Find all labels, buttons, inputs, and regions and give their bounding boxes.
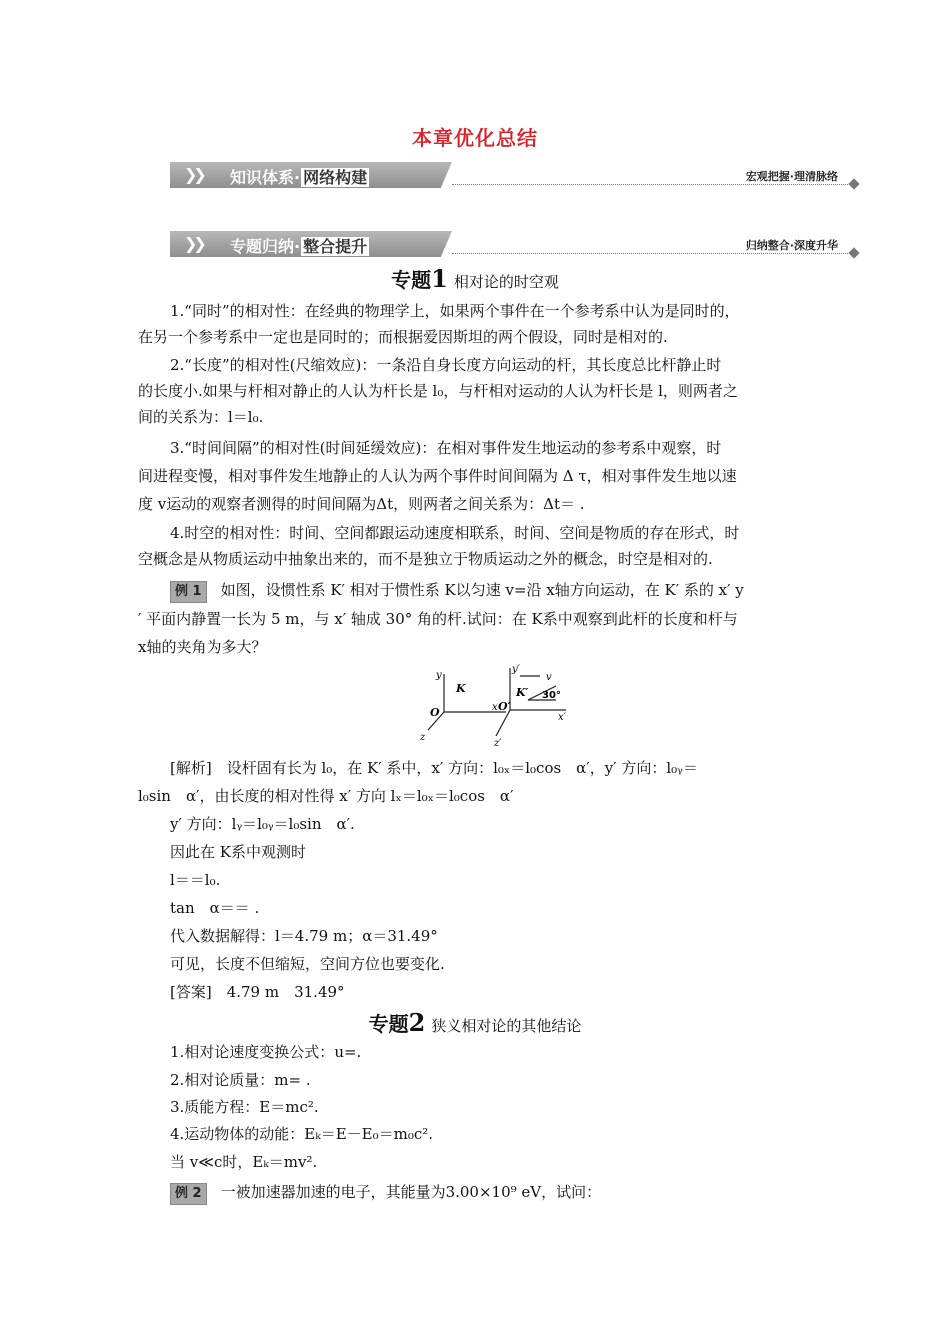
text-line: 度 v运动的观察者测得的时间间隔为Δt，则两者之间关系为：Δt＝ . bbox=[138, 495, 585, 513]
example-1-line bbox=[170, 580, 744, 603]
text-line: 1.相对论速度变换公式：u=. bbox=[170, 1043, 362, 1061]
text-line: 间进程变慢，相对事件发生地静止的人认为两个事件时间间隔为 Δ τ，相对事件发生地以速 bbox=[138, 467, 737, 485]
banner-label: 知识体系· bbox=[230, 168, 301, 187]
text-line: 的长度小.如果与杆相对静止的人认为杆长是 l₀，与杆相对运动的人认为杆长是 l，则两者之 bbox=[138, 382, 738, 400]
text-line: y′ 方向：lᵧ＝l₀ᵧ＝l₀sin α′. bbox=[170, 815, 355, 833]
topic-subtitle: 相对论的时空观 bbox=[453, 273, 559, 291]
text-line: 可见，长度不但缩短，空间方位也要变化. bbox=[170, 955, 445, 973]
frame-label: K bbox=[456, 682, 466, 695]
answer-line: [答案] 4.79 m 31.49° bbox=[170, 983, 345, 1001]
banner-subtitle: 归纳整合·深度升华 bbox=[745, 239, 838, 252]
section-banner-knowledge bbox=[170, 162, 860, 188]
topic-number: 2 bbox=[408, 1008, 426, 1037]
origin-label: O bbox=[430, 706, 440, 719]
text-line: l＝＝l₀. bbox=[170, 871, 221, 889]
axis-label: x′ bbox=[558, 712, 566, 723]
text-line: 4.时空的相对性：时间、空间都跟运动速度相联系，时间、空间是物质的存在形式，时 bbox=[170, 524, 740, 542]
topic-1-heading bbox=[0, 264, 950, 293]
banner-highlight: 整合提升 bbox=[303, 237, 368, 256]
axis-label: y′ bbox=[512, 664, 520, 675]
text-line: 如图，设惯性系 K′ 相对于惯性系 K以匀速 v=沿 x轴方向运动，在 K′ 系的 x′ y bbox=[220, 581, 744, 599]
text-line: 当 v≪c时，Eₖ＝mv². bbox=[170, 1153, 318, 1171]
example-2-line bbox=[170, 1182, 601, 1205]
text-line: 间的关系为：l＝l₀. bbox=[138, 408, 264, 426]
axis-label: z bbox=[420, 732, 426, 743]
text-line: 代入数据解得：l＝4.79 m；α＝31.49° bbox=[170, 927, 438, 945]
text-line: 4.运动物体的动能：Eₖ＝E－E₀＝m₀c². bbox=[170, 1125, 434, 1143]
chevron-icon: ❯❯ bbox=[184, 165, 203, 184]
origin-label: O′ bbox=[498, 700, 511, 713]
frame-label: K′ bbox=[516, 686, 529, 699]
topic-subtitle: 狭义相对论的其他结论 bbox=[431, 1017, 582, 1035]
velocity-label: v bbox=[546, 672, 552, 683]
text-line: 因此在 K系中观测时 bbox=[170, 843, 306, 861]
text-line: 3.“时间间隔”的相对性(时间延缓效应)：在相对事件发生地运动的参考系中观察，时 bbox=[170, 439, 722, 457]
section-banner-topics bbox=[170, 231, 860, 257]
text-line: 1.“同时”的相对性：在经典的物理学上，如果两个事件在一个参考系中认为是同时的， bbox=[170, 302, 740, 320]
text-line: 一被加速器加速的电子，其能量为3.00×10⁹ eV，试问： bbox=[220, 1183, 602, 1201]
topic-2-heading bbox=[0, 1008, 950, 1037]
topic-prefix: 专题 bbox=[391, 268, 432, 292]
axis-label: z′ bbox=[494, 738, 502, 748]
reference-frame-diagram bbox=[416, 664, 576, 748]
topic-number: 1 bbox=[431, 264, 448, 293]
example-badge: 例 2 bbox=[170, 1183, 207, 1205]
text-line: 3.质能方程：E＝mc². bbox=[170, 1098, 319, 1116]
banner-highlight: 网络构建 bbox=[303, 168, 368, 187]
text-line: tan α＝＝ . bbox=[170, 899, 260, 917]
text-line: ′ 平面内静置一长为 5 m，与 x′ 轴成 30° 角的杆.试问：在 K系中观察到此杆的长度和杆与 bbox=[138, 610, 738, 628]
text-line: 在另一个参考系中一定也是同时的；而根据爱因斯坦的两个假设，同时是相对的. bbox=[138, 328, 668, 346]
topic-prefix: 专题 bbox=[368, 1012, 409, 1036]
example-badge: 例 1 bbox=[170, 581, 207, 603]
diamond-icon bbox=[848, 247, 859, 258]
banner-subtitle: 宏观把握·理清脉络 bbox=[745, 170, 838, 183]
text-line: 2.“长度”的相对性(尺缩效应)：一条沿自身长度方向运动的杆，其长度总比杆静止时 bbox=[170, 356, 722, 374]
angle-label: 30° bbox=[542, 690, 561, 701]
text-line: 空概念是从物质运动中抽象出来的，而不是独立于物质运动之外的概念，时空是相对的. bbox=[138, 550, 713, 568]
banner-label: 专题归纳· bbox=[230, 237, 301, 256]
text-line: [解析] 设杆固有长为 l₀，在 K′ 系中，x′ 方向：l₀ₓ＝l₀cos α′，y′ 方向：l₀ᵧ＝ bbox=[170, 759, 698, 777]
axis-label: x bbox=[492, 702, 498, 713]
chevron-icon: ❯❯ bbox=[184, 234, 203, 253]
text-line: 2.相对论质量：m= . bbox=[170, 1071, 311, 1089]
diamond-icon bbox=[848, 178, 859, 189]
text-line: x轴的夹角为多大？ bbox=[138, 638, 267, 656]
page-title: 本章优化总结 bbox=[412, 126, 538, 150]
text-line: l₀sin α′，由长度的相对性得 x′ 方向 lₓ＝l₀ₓ＝l₀cos α′ bbox=[138, 787, 514, 805]
axis-label: y bbox=[436, 670, 442, 681]
